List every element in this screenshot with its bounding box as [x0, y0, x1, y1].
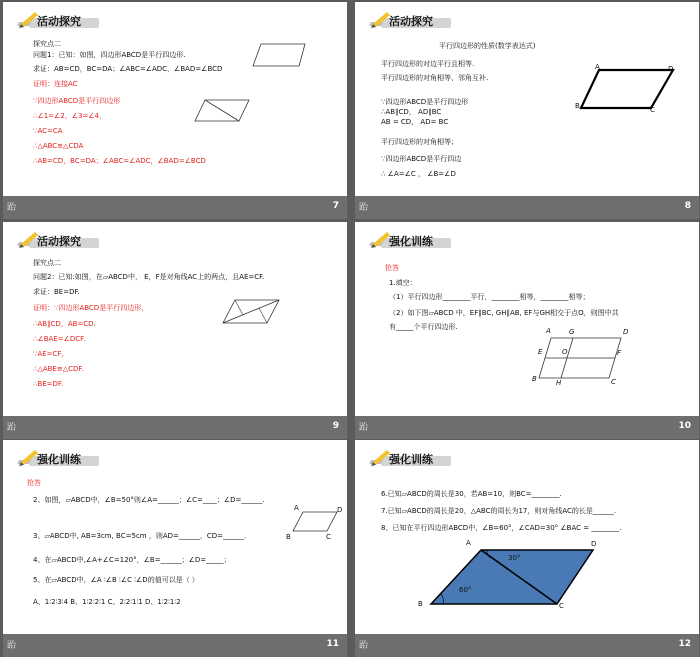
vertex-label: D	[668, 65, 674, 73]
text-line: 平行四边形的对角相等；	[381, 138, 458, 146]
vertex-label: F	[617, 349, 622, 357]
text-line: （1）平行四边形________平行，________相等，________相等；	[389, 293, 590, 301]
text-line: 8、已知在平行四边形ABCD中，∠B=60°，∠CAD=30° ∠BAC = ________.	[381, 524, 622, 532]
parallelogram-diagonal-figure	[221, 297, 281, 327]
text-line: 探究点二	[33, 259, 61, 267]
text-line: 1.填空：	[389, 279, 417, 287]
quick-answer-tag: 抢答	[27, 479, 41, 487]
section-title: 强化训练	[389, 453, 433, 466]
section-title: 强化训练	[389, 235, 433, 248]
section-title: 活动探究	[389, 15, 433, 28]
proof-line: ∵四边形ABCD是平行四边形	[33, 97, 121, 105]
text-line: 平行四边形的对角相等、邻角互补.	[381, 74, 489, 82]
slide-thumbnail-9[interactable]	[3, 222, 347, 439]
section-title: 活动探究	[37, 15, 81, 28]
proof-line: ∴∠BAE=∠DCF.	[33, 335, 86, 343]
slide-number: 10	[678, 421, 691, 431]
slide-canvas	[355, 2, 699, 196]
text-line: 问题2：已知:如图，在▱ABCD中， E，F是对角线AC上的两点，且AE=CF.	[33, 273, 265, 281]
vertex-label: H	[556, 379, 562, 387]
quick-answer-tag: 抢答	[385, 264, 399, 272]
text-line: 求证：BE=DF.	[33, 288, 80, 296]
text-line: ∵四边形ABCD是平行四边	[381, 155, 462, 163]
slide-footer	[355, 196, 699, 219]
footer-label: 跆	[359, 641, 369, 651]
angle-label: 30°	[508, 554, 521, 562]
vertex-label: A	[466, 539, 471, 547]
section-header	[367, 448, 457, 468]
slide-number: 9	[332, 421, 339, 431]
proof-line: ∴AB=CD，BC=DA；∠ABC=∠ADC，∠BAD=∠BCD	[33, 157, 206, 165]
text-line: ∴AB∥CD， AD∥BC	[381, 108, 442, 116]
text-line: 有_____个平行四边形.	[389, 323, 458, 331]
text-line: 2、如图，▱ABCD中，∠B=50°则∠A=______；∠C=____；∠D=______.	[33, 496, 265, 504]
text-line: （2）如下图▱ABCD 中，EF∥BC, GH∥AB, EF与GH相交于点O，则图中共	[389, 309, 619, 317]
text-line: 求证：AB=CD，BC=DA；∠ABC=∠ADC，∠BAD=∠BCD	[33, 65, 223, 73]
section-header	[15, 448, 105, 468]
proof-line: ∴AB∥CD，AB=CD.	[33, 320, 96, 328]
text-line: 4、在▱ABCD中,∠A+∠C=120°，∠B=______；∠D=_____；	[33, 556, 231, 564]
text-line: 5、在▱ABCD中，∠A ∶∠B ∶∠C ∶∠D的值可以是（ ）	[33, 576, 199, 584]
slide-footer	[355, 416, 699, 439]
vertex-label: B	[575, 102, 580, 110]
parallelogram-diagonal-figure	[193, 97, 253, 125]
proof-line: 证明：∵四边形ABCD是平行四边形，	[33, 304, 149, 312]
text-line: 平行四边形的对边平行且相等.	[381, 60, 475, 68]
vertex-label: C	[559, 602, 564, 610]
text-line: 问题1：已知：如图，四边形ABCD是平行四边形.	[33, 51, 186, 59]
vertex-label: B	[532, 375, 537, 383]
vertex-label: D	[591, 540, 597, 548]
vertex-label: A	[595, 63, 600, 71]
vertex-label: C	[650, 106, 655, 114]
slide-canvas	[355, 222, 699, 416]
text-line: AB = CD， AD= BC	[381, 118, 449, 126]
slide-canvas	[3, 222, 347, 416]
parallelogram-figure	[251, 40, 311, 70]
slide-thumbnail-7[interactable]	[3, 2, 347, 219]
vertex-label: G	[569, 328, 575, 336]
slide-number: 7	[332, 201, 339, 211]
vertex-label: B	[418, 600, 423, 608]
proof-line: ∴△ABC≌△CDA	[33, 142, 84, 150]
text-line: 探究点二	[33, 40, 61, 48]
answer-options: A、1∶2∶3∶4 B、1∶2∶2∶1 C、2∶2∶1∶1 D、1∶2∶1∶2	[33, 598, 181, 606]
slide-thumbnail-10[interactable]	[355, 222, 699, 439]
slide-number: 8	[684, 201, 691, 211]
slide-footer	[3, 416, 347, 439]
proof-line: 证明：连接AC	[33, 80, 78, 88]
vertex-label: A	[546, 327, 551, 335]
section-header	[367, 230, 457, 250]
slide-thumbnail-12[interactable]	[355, 440, 699, 657]
vertex-label: D	[337, 506, 343, 514]
slide-footer	[355, 634, 699, 657]
text-line: ∵四边形ABCD是平行四边形	[381, 98, 469, 106]
text-line: 6.已知▱ABCD的周长是30，若AB=10，则BC=________.	[381, 490, 562, 498]
text-line: 3、▱ABCD中, AB=3cm, BC=5cm ，则AD=______，CD=______.	[33, 532, 247, 540]
vertex-label: O	[562, 348, 568, 356]
angle-label: 60°	[459, 586, 472, 594]
proof-line: ∴∠1=∠2，∠3=∠4，	[33, 112, 107, 120]
vertex-label: E	[538, 348, 543, 356]
vertex-label: C	[611, 378, 616, 386]
section-header	[15, 230, 105, 250]
proof-line: ∴△ABE≌△CDF.	[33, 365, 84, 373]
footer-label: 跆	[359, 203, 369, 213]
section-title: 活动探究	[37, 235, 81, 248]
proof-line: ∵AE=CF，	[33, 350, 69, 358]
slide-number: 11	[326, 639, 339, 649]
footer-label: 跆	[7, 423, 17, 433]
parallelogram-grid-figure	[537, 334, 627, 384]
slide-thumbnail-8[interactable]	[355, 2, 699, 219]
section-title: 强化训练	[37, 453, 81, 466]
section-header	[15, 10, 105, 30]
footer-label: 跆	[7, 203, 17, 213]
slide-canvas	[355, 440, 699, 634]
slide-number: 12	[678, 639, 691, 649]
text-line: 7.已知▱ABCD的周长是20，△ABC的周长为17，则对角线AC的长是______.	[381, 507, 617, 515]
slide-footer	[3, 196, 347, 219]
text-line: ∴ ∠A=∠C ， ∠B=∠D	[381, 170, 456, 178]
slide-canvas	[3, 2, 347, 196]
proof-line: ∵AC=CA	[33, 127, 63, 135]
vertex-label: B	[286, 533, 291, 541]
slide-heading: 平行四边形的性质(数学表达式)	[439, 42, 536, 50]
vertex-label: D	[623, 328, 629, 336]
parallelogram-figure	[291, 510, 341, 534]
vertex-label: A	[294, 504, 299, 512]
slide-thumbnail-11[interactable]	[3, 440, 347, 657]
footer-label: 跆	[7, 641, 17, 651]
slide-canvas	[3, 440, 347, 634]
proof-line: ∴BE=DF.	[33, 380, 64, 388]
section-header	[367, 10, 457, 30]
slide-footer	[3, 634, 347, 657]
vertex-label: C	[326, 533, 331, 541]
footer-label: 跆	[359, 423, 369, 433]
